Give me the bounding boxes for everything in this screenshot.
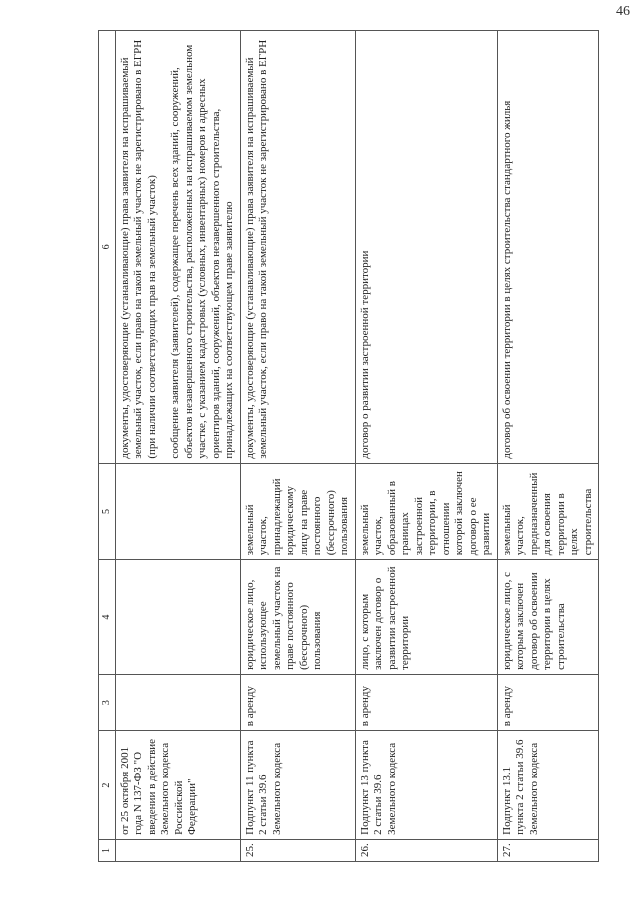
applicant <box>115 560 240 675</box>
document-item: договор о развитии застроенной территории <box>358 250 371 459</box>
document-item: документы, удостоверяющие (устанавливающие) права заявителя на испрашиваемый земельный участок, если право на такой земельный участок не зарегистрировано в ЕГРН (при наличии соответствующих прав на земельный участок) <box>118 39 158 459</box>
land-grounds-table <box>98 30 599 862</box>
land-plot <box>115 463 240 560</box>
column-header-6: 6 <box>99 31 116 464</box>
table-row <box>497 31 599 862</box>
column-number-row <box>99 31 116 862</box>
row-number: 26. <box>355 839 497 861</box>
legal-basis: Подпункт 11 пункта 2 статьи 39.6 Земельного кодекса <box>240 731 355 840</box>
legal-basis: Подпункт 13 пункта 2 статьи 39.6 Земельного кодекса <box>355 731 497 840</box>
row-number: 27. <box>497 839 599 861</box>
legal-basis: от 25 октября 2001 года N 137-ФЗ "О введении в действие Земельного кодекса Российской Федерации" <box>115 731 240 840</box>
table-row <box>355 31 497 862</box>
column-header-1: 1 <box>99 839 116 861</box>
column-header-2: 2 <box>99 731 116 840</box>
row-number: 25. <box>240 839 355 861</box>
column-header-5: 5 <box>99 463 116 560</box>
document-item: сообщение заявителя (заявителей), содержащее перечень всех зданий, сооружений, объектов незавершенного строительства, расположенных на испрашиваемом земельном участке, с указанием кадастровых (условных, инвентарных) номеров и адресных ориентиров зданий, сооружений, объектов незавершенного строительства, принадлежащих на соответствующем праве заявителю <box>169 44 235 459</box>
applicant: юридическое лицо, с которым заключен договор об освоении территории в целях строительства <box>497 560 599 675</box>
required-documents <box>115 31 240 464</box>
table-row <box>240 31 355 862</box>
required-documents <box>497 31 599 464</box>
required-documents <box>240 31 355 464</box>
applicant: лицо, с которым заключен договор о развитии застроенной территории <box>355 560 497 675</box>
required-documents <box>355 31 497 464</box>
provision-form <box>115 674 240 730</box>
provision-form: в аренду <box>497 674 599 730</box>
table-row <box>115 31 240 862</box>
column-header-4: 4 <box>99 560 116 675</box>
document-item: документы, удостоверяющие (устанавливающие) права заявителя на испрашиваемый земельный участок, если право на такой земельный участок не зарегистрировано в ЕГРН <box>243 39 269 459</box>
applicant: юридическое лицо, использующее земельный участок на праве постоянного (бессрочного) пользования <box>240 560 355 675</box>
legal-basis: Подпункт 13.1 пункта 2 статьи 39.6 Земельного кодекса <box>497 731 599 840</box>
document-item: договор об освоении территории в целях строительства стандартного жилья <box>500 100 513 459</box>
provision-form: в аренду <box>355 674 497 730</box>
land-plot: земельный участок, принадлежащий юридическому лицу на праве постоянного (бессрочного) пользования <box>240 463 355 560</box>
land-plot: земельный участок, образованный в границах застроенной территории, в отношении которой заключен договор о ее развитии <box>355 463 497 560</box>
column-header-3: 3 <box>99 674 116 730</box>
rotated-table-frame <box>98 0 598 862</box>
provision-form: в аренду <box>240 674 355 730</box>
page-number: 46 <box>616 4 630 19</box>
land-plot: земельный участок, предназначенный для освоения территории в целях строительства <box>497 463 599 560</box>
row-number <box>115 839 240 861</box>
